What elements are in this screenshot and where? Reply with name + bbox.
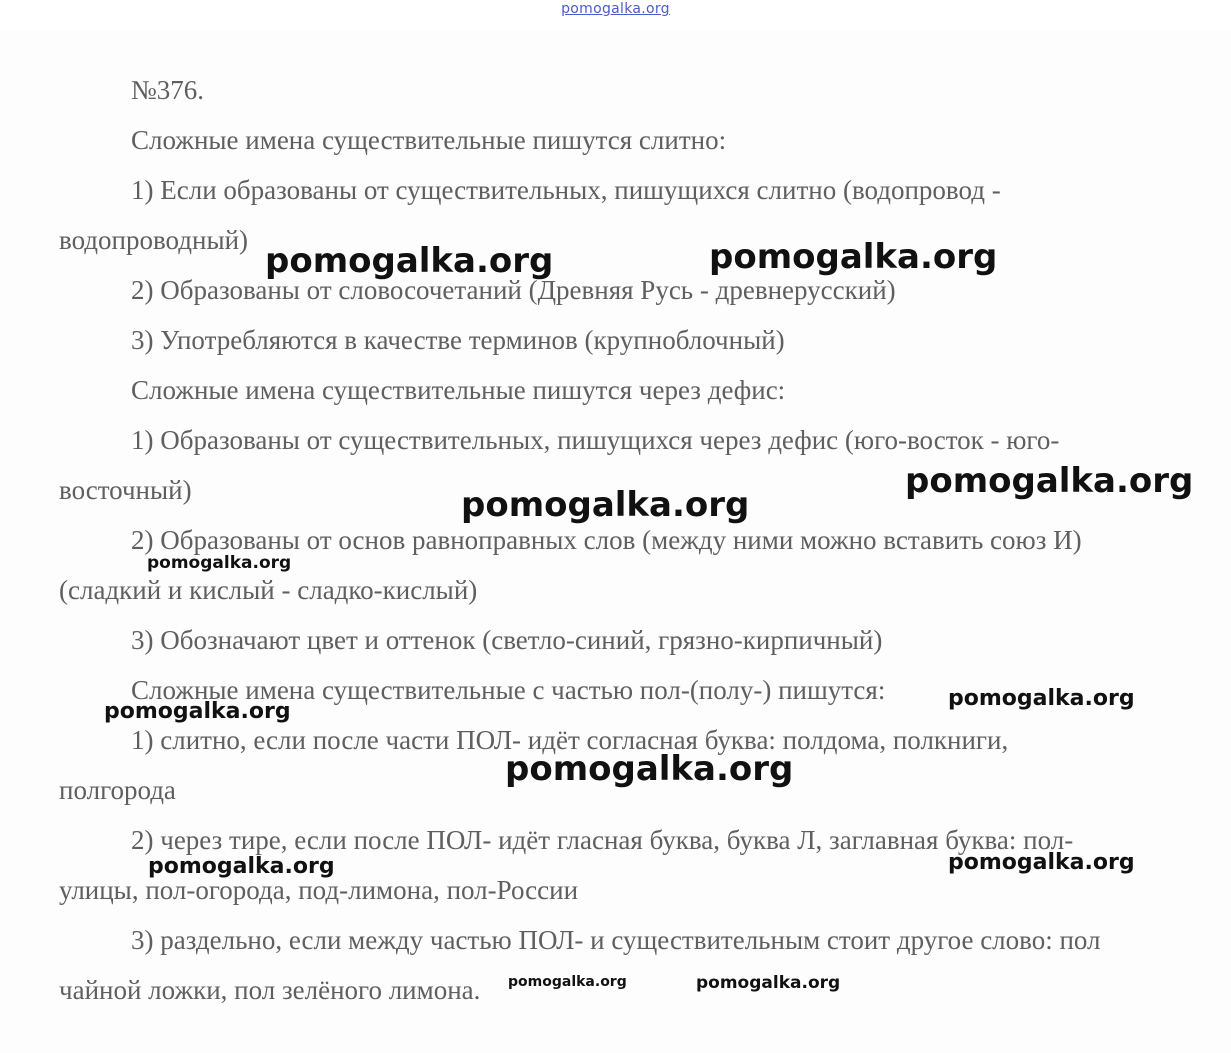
paragraph-line: 3) Употребляются в качестве терминов (крупноблочный) — [131, 325, 785, 355]
paragraph-line: 3) раздельно, если между частью ПОЛ- и существительным стоит другое слово: пол — [131, 925, 1101, 955]
watermark: pomogalka.org — [948, 686, 1135, 711]
document-page — [0, 30, 1231, 1053]
paragraph-line: Сложные имена существительные с частью пол-(полу-) пишутся: — [131, 675, 886, 705]
paragraph-line: улицы, пол-огорода, под-лимона, пол-России — [59, 875, 579, 905]
watermark: pomogalka.org — [505, 749, 794, 789]
paragraph-line: (сладкий и кислый - сладко-кислый) — [59, 575, 478, 605]
paragraph-line: 2) Образованы от основ равноправных слов (между ними можно вставить союз И) — [131, 525, 1082, 555]
watermark: pomogalka.org — [948, 850, 1135, 875]
watermark: pomogalka.org — [104, 699, 291, 724]
exercise-number: №376. — [131, 75, 205, 105]
watermark: pomogalka.org — [709, 237, 998, 277]
paragraph-line: 2) через тире, если после ПОЛ- идёт гласная буква, буква Л, заглавная буква: пол- — [131, 825, 1074, 855]
paragraph-line: 1) Если образованы от существительных, пишущихся слитно (водопровод - — [131, 175, 1001, 205]
paragraph-line: чайной ложки, пол зелёного лимона. — [59, 975, 481, 1005]
paragraph-line: восточный) — [59, 475, 192, 505]
watermark: pomogalka.org — [508, 974, 627, 990]
paragraph-line: водопроводный) — [59, 225, 249, 255]
paragraph-line: 2) Образованы от словосочетаний (Древняя Русь - древнерусский) — [131, 275, 896, 305]
paragraph-line: 1) Образованы от существительных, пишущихся через дефис (юго-восток - юго- — [131, 425, 1060, 455]
paragraph-line: 1) слитно, если после части ПОЛ- идёт согласная буква: полдома, полкниги, — [131, 725, 1009, 755]
paragraph-line: Сложные имена существительные пишутся через дефис: — [131, 375, 786, 405]
watermark: pomogalka.org — [147, 553, 292, 573]
watermark: pomogalka.org — [905, 461, 1194, 501]
watermark: pomogalka.org — [265, 241, 554, 281]
paragraph-line: полгорода — [59, 775, 176, 805]
paragraph-line: 3) Обозначают цвет и оттенок (светло-синий, грязно-кирпичный) — [131, 625, 883, 655]
site-link[interactable]: pomogalka.org — [561, 1, 670, 17]
watermark: pomogalka.org — [461, 485, 750, 525]
paragraph-line: Сложные имена существительные пишутся слитно: — [131, 125, 727, 155]
watermark: pomogalka.org — [696, 973, 841, 993]
watermark: pomogalka.org — [148, 854, 335, 879]
